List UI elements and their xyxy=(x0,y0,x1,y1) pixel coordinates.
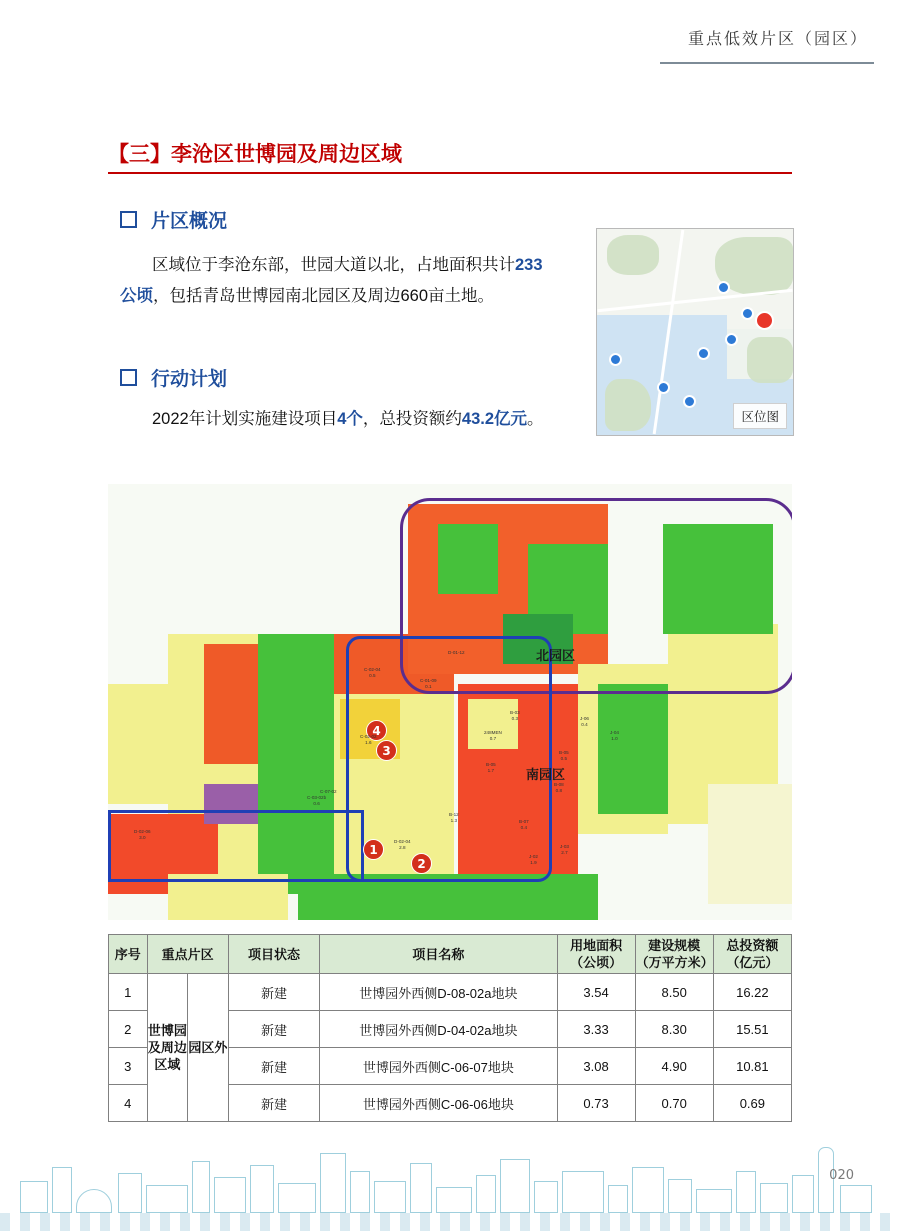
th-project-name: 项目名称 xyxy=(320,935,557,974)
skyline-building xyxy=(146,1185,188,1213)
header-divider xyxy=(660,62,874,64)
plan-text-2: ，总投资额约 xyxy=(362,410,462,428)
skyline-building xyxy=(214,1177,246,1213)
skyline-building xyxy=(278,1183,316,1213)
map-label-north-park: 北园区 xyxy=(536,648,576,663)
skyline-building xyxy=(736,1171,756,1213)
plan-heading-label: 行动计划 xyxy=(151,369,228,390)
title-divider xyxy=(108,172,792,174)
overview-heading xyxy=(120,206,227,233)
locator-current-site-dot xyxy=(755,311,774,330)
plan-highlight-count: 4个 xyxy=(337,410,363,428)
th-land-area-line2: （公顷） xyxy=(570,955,623,970)
map-badge-project-3: 3 xyxy=(376,740,397,761)
skyline-building xyxy=(374,1181,406,1213)
skyline-water xyxy=(0,1213,900,1231)
plan-heading xyxy=(120,364,227,391)
cell-build-scale: 8.30 xyxy=(635,1011,713,1048)
map-parcel-code: 248MEN 0.7 xyxy=(484,730,502,741)
map-parcel-code: C-07-02 xyxy=(320,789,337,794)
locator-green-area xyxy=(607,235,659,275)
projects-table xyxy=(108,934,792,1122)
map-parcel-code: B-08 0.8 xyxy=(554,782,564,793)
cell-district-group: 世博园及周边区域 xyxy=(147,974,188,1122)
map-boundary-west xyxy=(108,810,364,882)
locator-site-dot xyxy=(657,381,670,394)
square-bullet-icon xyxy=(120,369,137,386)
cell-project-name: 世博园外西侧C-06-07地块 xyxy=(320,1048,557,1085)
map-badge-project-1: 1 xyxy=(363,839,384,860)
cell-no: 2 xyxy=(109,1011,148,1048)
cell-project-name: 世博园外西侧C-06-06地块 xyxy=(320,1085,557,1122)
plan-highlight-invest: 43.2亿元 xyxy=(461,410,528,428)
page-header-title: 重点低效片区（园区） xyxy=(687,29,868,48)
skyline-building xyxy=(192,1161,210,1213)
map-parcel-code: B-03 0.3 xyxy=(510,710,520,721)
plan-paragraph xyxy=(120,404,550,435)
overview-text-2: ，包括青岛世博园南北园区及周边660亩土地。 xyxy=(153,287,495,305)
locator-site-dot xyxy=(717,281,730,294)
cell-no: 4 xyxy=(109,1085,148,1122)
cell-build-scale: 4.90 xyxy=(635,1048,713,1085)
th-build-scale-line1: 建设规模 xyxy=(648,938,701,953)
locator-site-dot xyxy=(697,347,710,360)
cell-total-invest: 10.81 xyxy=(713,1048,791,1085)
overview-highlight-area: 233公顷 xyxy=(120,256,543,305)
th-district: 重点片区 xyxy=(147,935,228,974)
skyline-building xyxy=(668,1179,692,1213)
cell-land-area: 0.73 xyxy=(557,1085,635,1122)
map-parcel-code: B-05 0.5 xyxy=(559,750,569,761)
skyline-building xyxy=(632,1167,664,1213)
skyline-building xyxy=(792,1175,814,1213)
th-total-invest xyxy=(713,935,791,974)
skyline-building xyxy=(500,1159,530,1213)
locator-map xyxy=(596,228,794,436)
map-parcel-orange xyxy=(204,644,264,764)
skyline-building xyxy=(320,1153,346,1213)
page-title: 【三】李沧区世博园及周边区域 xyxy=(108,143,402,166)
locator-green-area xyxy=(605,379,651,431)
map-parcel-light xyxy=(708,784,792,904)
skyline-building xyxy=(20,1181,48,1213)
page-number: 020 xyxy=(829,1168,854,1183)
map-parcel-code: J-03 2.7 xyxy=(560,844,569,855)
map-parcel-code: C-03-02b 0.6 xyxy=(307,795,327,806)
map-parcel-code: D-02-04 2.8 xyxy=(394,839,411,850)
footer-skyline xyxy=(0,1135,900,1231)
th-total-invest-line1: 总投资额 xyxy=(726,938,779,953)
th-total-invest-line2: （亿元） xyxy=(726,955,779,970)
skyline-building xyxy=(760,1183,788,1213)
table-row xyxy=(109,974,792,1011)
map-parcel-yellow xyxy=(108,684,174,804)
cell-project-name: 世博园外西侧D-08-02a地块 xyxy=(320,974,557,1011)
map-badge-project-2: 2 xyxy=(411,853,432,874)
map-parcel-code: D-01-12 xyxy=(448,650,465,655)
skyline-building xyxy=(840,1185,872,1213)
th-land-area xyxy=(557,935,635,974)
cell-land-area: 3.08 xyxy=(557,1048,635,1085)
map-parcel-code: C-02-02 1.6 xyxy=(360,734,377,745)
locator-site-dot xyxy=(683,395,696,408)
cell-land-area: 3.54 xyxy=(557,974,635,1011)
cell-land-area: 3.33 xyxy=(557,1011,635,1048)
map-badge-project-4: 4 xyxy=(366,720,387,741)
table-header-row xyxy=(109,935,792,974)
map-parcel-green xyxy=(598,684,668,814)
cell-build-scale: 8.50 xyxy=(635,974,713,1011)
map-parcel-code: J-02 1.9 xyxy=(529,854,538,865)
skyline-building xyxy=(436,1187,472,1213)
cell-project-name: 世博园外西侧D-04-02a地块 xyxy=(320,1011,557,1048)
th-no: 序号 xyxy=(109,935,148,974)
skyline-building xyxy=(562,1171,604,1213)
cell-status: 新建 xyxy=(228,974,320,1011)
locator-map-label: 区位图 xyxy=(733,403,787,429)
locator-site-dot xyxy=(725,333,738,346)
th-land-area-line1: 用地面积 xyxy=(570,938,623,953)
cell-no: 3 xyxy=(109,1048,148,1085)
skyline-building xyxy=(118,1173,142,1213)
locator-green-area xyxy=(747,337,793,383)
skyline-building xyxy=(410,1163,432,1213)
projects-table-wrapper xyxy=(108,934,792,1122)
district-plan-map xyxy=(108,484,792,920)
plan-text-1: 2022年计划实施建设项目 xyxy=(152,410,338,428)
cell-build-scale: 0.70 xyxy=(635,1085,713,1122)
map-parcel-code: D-02-06 3.0 xyxy=(134,829,151,840)
cell-total-invest: 16.22 xyxy=(713,974,791,1011)
cell-total-invest: 15.51 xyxy=(713,1011,791,1048)
square-bullet-icon xyxy=(120,211,137,228)
skyline-building xyxy=(534,1181,558,1213)
map-parcel-code: J-04 1.0 xyxy=(610,730,619,741)
plan-text-3: 。 xyxy=(527,410,544,428)
map-parcel-code: B-05 1.7 xyxy=(486,762,496,773)
overview-text-1: 区域位于李沧东部，世园大道以北，占地面积共计 xyxy=(152,256,515,274)
skyline-building xyxy=(350,1171,370,1213)
skyline-building xyxy=(476,1175,496,1213)
skyline-building xyxy=(250,1165,274,1213)
locator-site-dot xyxy=(609,353,622,366)
locator-site-dot xyxy=(741,307,754,320)
skyline-building xyxy=(608,1185,628,1213)
map-parcel-code: J-06 0.4 xyxy=(580,716,589,727)
overview-heading-label: 片区概况 xyxy=(151,211,228,232)
overview-paragraph xyxy=(120,250,550,312)
cell-status: 新建 xyxy=(228,1048,320,1085)
map-parcel-code: B-12 1.3 xyxy=(449,812,459,823)
th-build-scale-line2: （万平方米） xyxy=(635,955,714,970)
cell-no: 1 xyxy=(109,974,148,1011)
map-parcel-code: B-07 0.4 xyxy=(519,819,529,830)
skyline-building xyxy=(696,1189,732,1213)
map-parcel-code: C-01-09 0.1 xyxy=(420,678,437,689)
cell-status: 新建 xyxy=(228,1011,320,1048)
cell-district-sub: 园区外 xyxy=(188,974,229,1122)
skyline-building xyxy=(52,1167,72,1213)
map-label-south-park: 南园区 xyxy=(526,767,566,782)
cell-status: 新建 xyxy=(228,1085,320,1122)
map-parcel-code: C-02-04 0.5 xyxy=(364,667,381,678)
th-status: 项目状态 xyxy=(228,935,320,974)
th-build-scale xyxy=(635,935,713,974)
cell-total-invest: 0.69 xyxy=(713,1085,791,1122)
